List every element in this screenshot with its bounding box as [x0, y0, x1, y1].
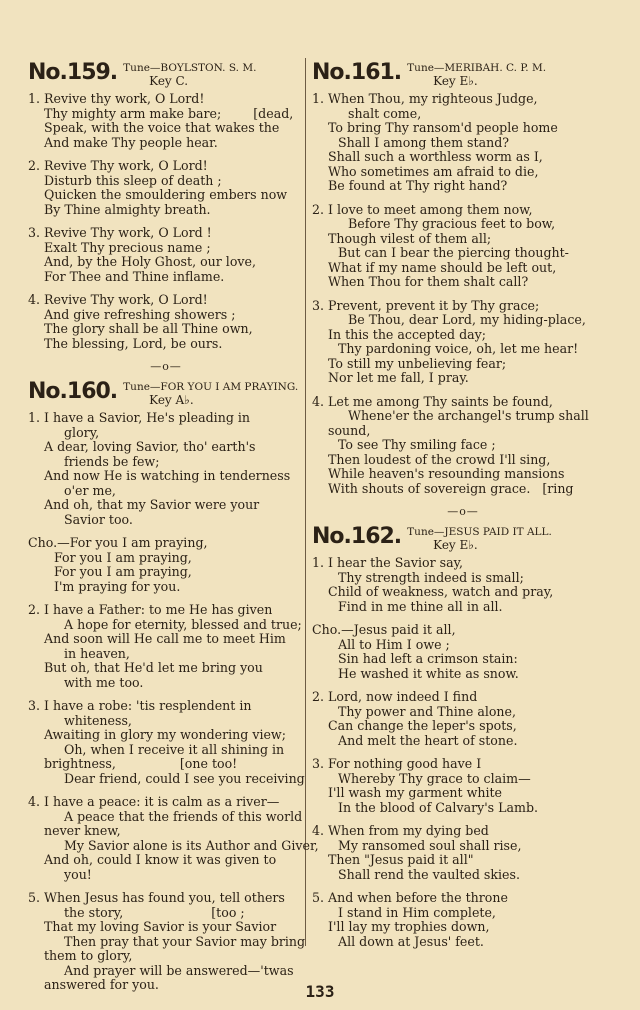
verse-line: When Thou for them shalt call? [328, 274, 529, 289]
verse-line: glory, [64, 424, 100, 440]
verse-line: A hope for eternity, blessed and true; [64, 616, 302, 632]
verse-line: 5. When Jesus has found you, tell others [28, 890, 285, 905]
verse-line: For you I am praying, [54, 549, 192, 565]
verse-line: To bring Thy ransom'd people home [328, 120, 558, 135]
hymn-159-verses [28, 92, 304, 351]
verse-line: Shall such a worthless worm as I, [328, 149, 543, 164]
verse-line: And make Thy people hear. [44, 134, 218, 150]
verse-line: shalt come, [348, 105, 422, 121]
verse-line: And oh, could I know it was given to [44, 852, 277, 867]
verse-line: the story, [too ; [64, 904, 245, 920]
verse-line: A peace that the friends of this world [64, 808, 303, 824]
hymn-162-header [312, 524, 614, 552]
verse-line: 3. I have a robe: 'tis resplendent in [28, 698, 252, 713]
verse-line: What if my name should be left out, [328, 259, 557, 275]
verse-line: Thy power and Thine alone, [338, 703, 517, 719]
verse [312, 891, 614, 949]
verse-line: Child of weakness, watch and pray, [328, 584, 554, 599]
verse-line: Awaiting in glory my wondering view; [44, 727, 286, 742]
hymn-159-tune: Tune—BOYLSTON. S. M. [123, 62, 257, 74]
verse-line: But can I bear the piercing thought- [338, 245, 569, 260]
verse-line: And melt the heart of stone. [338, 732, 518, 748]
verse-line: That my loving Savior is your Savior [44, 919, 277, 934]
verse-line: 3. Prevent, prevent it by Thy grace; [312, 297, 540, 313]
verse-line: friends be few; [64, 453, 160, 469]
verse-line: By Thine almighty breath. [44, 201, 211, 217]
verse-line: Quicken the smouldering embers now [44, 187, 288, 202]
verse-line: The glory shall be all Thine own, [44, 321, 253, 336]
verse-line: 4. Revive Thy work, O Lord! [28, 292, 208, 307]
verse [28, 536, 304, 594]
verse [28, 603, 304, 690]
verse-line: To see Thy smiling face ; [338, 437, 496, 452]
verse-line: While heaven's resounding mansions [328, 466, 565, 481]
verse-line: Can change the leper's spots, [328, 718, 517, 733]
verse-line: in heaven, [64, 645, 130, 661]
verse-line: 3. Revive Thy work, O Lord ! [28, 225, 212, 240]
verse-line: you! [64, 866, 92, 882]
verse-line: 4. When from my dying bed [312, 823, 489, 838]
verse-line: 2. I love to meet among them now, [312, 201, 533, 217]
verse-line: Cho.—For you I am praying, [28, 535, 208, 550]
verse-line: whiteness, [64, 712, 132, 728]
verse-line: with me too. [64, 674, 144, 690]
hymn-161-tune: Tune—MERIBAH. C. P. M. [407, 62, 547, 74]
verse-line: Then loudest of the crowd I'll sing, [328, 451, 551, 467]
verse [28, 159, 304, 217]
verse-line: I stand in Him complete, [338, 904, 496, 920]
verse-line: 1. I have a Savior, He's pleading in [28, 410, 251, 425]
verse-line: 4. I have a peace: it is calm as a river— [28, 794, 280, 809]
verse-line: I'm praying for you. [54, 578, 181, 594]
hymn-160-header [28, 379, 304, 407]
verse-line: Who sometimes am afraid to die, [328, 163, 539, 179]
hymn-162-number: No.162. [312, 524, 402, 549]
verse-line: Thy pardoning voice, oh, let me hear! [338, 341, 579, 356]
verse-line: 1. I hear the Savior say, [312, 555, 464, 570]
verse-line: For you I am praying, [54, 564, 192, 579]
hymn-159-header [28, 60, 304, 88]
verse-line: 3. For nothing good have I [312, 756, 482, 771]
verse-line: Find in me thine all in all. [338, 598, 503, 614]
verse-line: Disturb this sleep of death ; [44, 172, 222, 188]
verse [312, 757, 614, 815]
verse-line: Thy mighty arm make bare; [dead, [44, 105, 294, 121]
verse [312, 824, 614, 882]
verse-line: o'er me, [64, 482, 116, 498]
verse [28, 226, 304, 284]
verse-line: Oh, when I receive it all shining in [64, 741, 285, 757]
page-number: 133 [305, 982, 335, 1001]
verse-line: And now He is watching in tenderness [44, 468, 291, 483]
verse-line: 1. Revive thy work, O Lord! [28, 91, 205, 106]
verse-line: 2. I have a Father: to me He has given [28, 602, 273, 617]
hymn-160-number: No.160. [28, 379, 118, 404]
verse-line: Then "Jesus paid it all" [328, 852, 474, 867]
verse-line: And, by the Holy Ghost, our love, [44, 254, 256, 269]
verse [312, 556, 614, 614]
left-column [28, 60, 319, 1002]
verse-line: Be Thou, dear Lord, my hiding-place, [348, 312, 586, 327]
verse [312, 690, 614, 748]
column-divider [305, 58, 306, 946]
verse-line: In this the accepted day; [328, 326, 487, 342]
verse-line: He washed it white as snow. [338, 665, 519, 681]
verse-line: Though vilest of them all; [328, 230, 492, 246]
verse-line: My Savior alone is its Author and Giver, [64, 837, 319, 853]
verse-line: For Thee and Thine inflame. [44, 268, 225, 284]
verse [28, 794, 319, 882]
verse [28, 92, 304, 150]
verse-line: Sin had left a crimson stain: [338, 651, 518, 666]
verse-line: But oh, that He'd let me bring you [44, 660, 263, 675]
verse [28, 293, 304, 351]
verse-line: 1. When Thou, my righteous Judge, [312, 91, 538, 106]
verse-line: Shall I among them stand? [338, 134, 510, 150]
hymn-162 [312, 524, 614, 949]
verse [312, 92, 614, 194]
verse-line: All down at Jesus' feet. [338, 933, 484, 949]
verse-line: Nor let me fall, I pray. [328, 370, 469, 385]
separator: —o— [150, 360, 182, 373]
verse-line: Then pray that your Savior may bring [64, 933, 306, 949]
verse-line: To still my unbelieving fear; [328, 355, 507, 371]
verse-line: I'll lay my trophies down, [328, 919, 490, 934]
hymn-159-number: No.159. [28, 60, 118, 85]
verse-line: 2. Revive Thy work, O Lord! [28, 158, 208, 173]
verse-line: And give refreshing showers ; [44, 306, 236, 322]
verse-line: Dear friend, could I see you receiving [64, 770, 305, 786]
verse-line: them to glory, [44, 948, 133, 963]
verse-line: And oh, that my Savior were your [44, 497, 260, 512]
hymn-160-tune: Tune—FOR YOU I AM PRAYING. [123, 381, 299, 393]
verse-line: A dear, loving Savior, tho' earth's [44, 439, 256, 454]
verse-line: 2. Lord, now indeed I find [312, 689, 478, 704]
hymn-162-verses [312, 556, 614, 949]
hymn-161-number: No.161. [312, 60, 402, 85]
verse-line: I'll wash my garment white [328, 785, 503, 800]
verse-line: Whene'er the archangel's trump shall [348, 408, 589, 423]
verse [312, 623, 614, 681]
verse-line: 5. And when before the throne [312, 890, 508, 905]
verse [312, 395, 614, 497]
verse [28, 411, 304, 527]
verse-line: never knew, [44, 823, 121, 838]
hymn-159 [28, 60, 304, 351]
separator: —o— [447, 505, 479, 518]
verse-line: Savior too. [64, 511, 133, 527]
verse [312, 203, 614, 290]
verse-line: And prayer will be answered—'twas [64, 962, 294, 978]
hymn-161-header [312, 60, 614, 88]
hymn-160 [28, 379, 319, 993]
hymn-162-key: Key E♭. [433, 538, 478, 552]
verse-line: My ransomed soul shall rise, [338, 837, 522, 853]
verse-line: With shouts of sovereign grace. [ring [328, 480, 574, 496]
hymn-160-verses [28, 410, 319, 993]
verse-line: Shall rend the vaulted skies. [338, 866, 520, 882]
hymn-162-tune: Tune—JESUS PAID IT ALL. [407, 526, 552, 538]
verse-line: And soon will He call me to meet Him [44, 631, 286, 646]
verse [28, 891, 304, 993]
verse-line: brightness, [one too! [44, 756, 238, 771]
verse-line: Speak, with the voice that wakes the [44, 120, 280, 135]
verse-line: 4. Let me among Thy saints be found, [312, 393, 553, 409]
verse-line: sound, [328, 422, 371, 438]
hymn-161-key: Key E♭. [433, 74, 478, 88]
hymn-160-key: Key A♭. [149, 393, 194, 407]
verse-line: The blessing, Lord, be ours. [44, 335, 223, 351]
verse-line: answered for you. [44, 977, 159, 992]
verse-line: Thy strength indeed is small; [338, 569, 524, 585]
verse-line: All to Him I owe ; [338, 636, 450, 652]
verse-line: In the blood of Calvary's Lamb. [338, 799, 539, 815]
verse [28, 699, 304, 786]
verse-line: Cho.—Jesus paid it all, [312, 622, 456, 637]
verse-line: Be found at Thy right hand? [328, 178, 508, 193]
verse-line: Exalt Thy precious name ; [44, 239, 211, 255]
hymn-159-key: Key C. [149, 74, 189, 88]
hymn-161-verses [312, 92, 614, 496]
verse [312, 299, 614, 386]
verse-line: Before Thy gracious feet to bow, [348, 216, 556, 231]
verse-line: Whereby Thy grace to claim— [338, 770, 531, 786]
hymn-161 [312, 60, 614, 496]
right-column [312, 60, 614, 958]
